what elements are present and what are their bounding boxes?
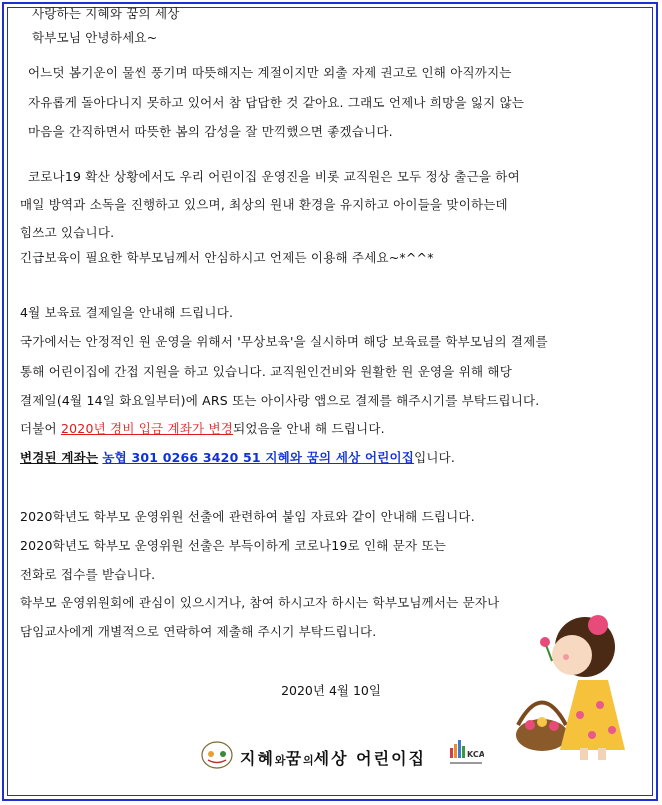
paragraph2-line3: 힘쓰고 있습니다. [20, 225, 115, 240]
paragraph2-line2: 매일 방역과 소독을 진행하고 있으며, 최상의 원내 환경을 유지하고 아이들을 맞이하는데 [20, 197, 508, 212]
paragraph4-line1: 2020학년도 학부모 운영위원 선출에 관련하여 붙임 자료와 같이 안내해 드립니다. [20, 509, 475, 524]
kca-logo-text: KCA [467, 750, 484, 759]
name-part-3: 꿈 [285, 749, 304, 768]
paragraph4-line2: 2020학년도 학부모 운영위원 선출은 부득이하게 코로나19로 인해 문자 또는 [20, 538, 447, 553]
footer-logo [200, 738, 490, 774]
kindergarten-name [240, 746, 426, 769]
name-part-5: 세상 어린이집 [313, 749, 426, 768]
letter-date: 2020년 4월 10일 [281, 683, 381, 698]
paragraph3-line5 [20, 421, 385, 437]
paragraph1-line3: 마음을 간직하면서 따뜻한 봄의 감성을 잘 만끽했으면 좋겠습니다. [28, 124, 393, 139]
paragraph4-line3: 전화로 접수를 받습니다. [20, 567, 156, 582]
paragraph3-line6 [20, 450, 455, 466]
name-part-1: 지혜 [240, 749, 275, 768]
greeting-line-1: 사랑하는 지혜와 꿈의 세상 [32, 6, 180, 21]
line6-suffix: 입니다. [414, 450, 456, 465]
changed-account-label: 변경된 계좌는 [20, 450, 99, 465]
line5-suffix: 되었음을 안내 해 드립니다. [233, 421, 385, 436]
bank-account-info: 농협 301 0266 3420 51 지혜와 꿈의 세상 어린이집 [102, 450, 415, 465]
greeting-line-2: 학부모님 안녕하세요~ [32, 30, 158, 45]
line5-prefix: 더불어 [20, 421, 61, 436]
name-part-4: 의 [303, 754, 314, 767]
name-part-2: 와 [274, 754, 286, 767]
paragraph1-line1: 어느덧 봄기운이 물씬 풍기며 따뜻해지는 계절이지만 외출 자제 권고로 인해 아직까지는 [28, 65, 512, 80]
paragraph1-line2: 자유롭게 돌아다니지 못하고 있어서 참 답답한 것 같아요. 그래도 언제나 희망을 잃지 않는 [28, 95, 525, 110]
paragraph2-line1: 코로나19 확산 상황에서도 우리 어린이집 운영진을 비롯 교직원은 모두 정상 출근을 하여 [28, 169, 520, 184]
paragraph4-line4: 학부모 운영위원회에 관심이 있으시거나, 참여 하시고자 하시는 학부모님께서는 문자나 [20, 595, 500, 610]
paragraph3-line2: 국가에서는 안정적인 원 운영을 위해서 '무상보육'을 실시하며 해당 보육료를 학부모님의 결제를 [20, 334, 548, 349]
account-change-notice: 2020년 경비 입금 계좌가 변경 [61, 421, 234, 436]
paragraph3-line3: 통해 어린이집에 간접 지원을 하고 있습니다. 교직원인건비와 원활한 원 운영을 위해 해당 [20, 364, 512, 379]
kindergarten-emblem-icon [200, 740, 234, 774]
girl-with-basket-illustration [500, 585, 640, 769]
paragraph4-line5: 담임교사에게 개별적으로 연락하여 제출해 주시기 부탁드립니다. [20, 624, 377, 639]
paragraph2-line4: 긴급보육이 필요한 학부모님께서 안심하시고 언제든 이용해 주세요~*^^* [20, 250, 434, 265]
kca-certification-logo [448, 738, 484, 776]
paragraph3-line4: 결제일(4월 14일 화요일부터)에 ARS 또는 아이사랑 앱으로 결제를 해주시기를 부탁드립니다. [20, 393, 540, 408]
paragraph3-line1: 4월 보육료 결제일을 안내해 드립니다. [20, 305, 234, 320]
